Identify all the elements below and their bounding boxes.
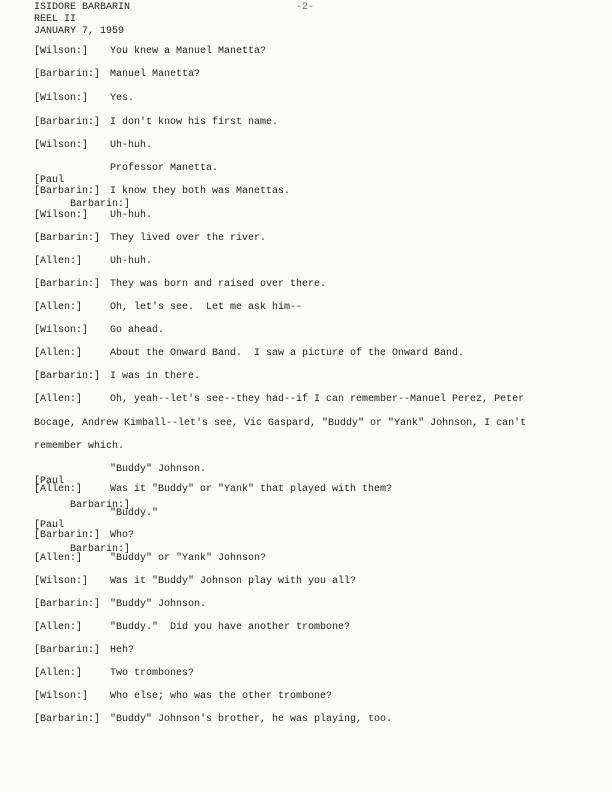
speech-text: Oh, let's see. Let me ask him-- — [110, 302, 303, 313]
speech-text: Was it "Buddy" or "Yank" that played with them? — [110, 484, 393, 495]
speaker-label: [Barbarin:] — [34, 714, 101, 725]
speaker-label: [Wilson:] — [34, 46, 89, 57]
speech-text: I know they both was Manettas. — [110, 186, 291, 197]
speaker-label: [Barbarin:] — [34, 233, 101, 244]
speech-text: "Buddy." Did you have another trombone? — [110, 622, 351, 633]
speaker-label: [Barbarin:] — [34, 645, 101, 656]
speech-text: Uh-huh. — [110, 140, 153, 151]
speech-text-continuation: Bocage, Andrew Kimball--let's see, Vic Gaspard, "Buddy" or "Yank" Johnson, I can't — [34, 418, 527, 429]
speaker-label-name: Barbarin:] — [70, 199, 131, 210]
speaker-label: [Barbarin:] — [34, 117, 101, 128]
header-reel: REEL II — [34, 14, 77, 25]
speech-text: Two trombones? — [110, 668, 195, 679]
speaker-label: [Allen:] — [34, 256, 83, 267]
speech-text: Manuel Manetta? — [110, 69, 201, 80]
speaker-label: [Barbarin:] — [34, 279, 101, 290]
speech-text: Who else; who was the other trombone? — [110, 691, 333, 702]
speech-text: Oh, yeah--let's see--they had--if I can remember--Manuel Perez, Peter — [110, 394, 525, 405]
speaker-label-prefix: [Paul — [34, 520, 65, 531]
speaker-label-name: Barbarin:] — [70, 544, 131, 555]
speech-text: "Buddy" Johnson. — [110, 599, 207, 610]
speaker-label: [Barbarin:] — [34, 599, 101, 610]
speaker-label: [Barbarin:] — [34, 186, 101, 197]
speech-text: Who? — [110, 530, 135, 541]
speaker-label-name: Barbarin:] — [70, 500, 131, 511]
speech-text: They lived over the river. — [110, 233, 267, 244]
speaker-label: [Wilson:] — [34, 576, 89, 587]
speech-text: "Buddy." — [110, 508, 159, 519]
speaker-label: [Wilson:] — [34, 140, 89, 151]
speaker-label: [Allen:] — [34, 622, 83, 633]
speaker-label: [Wilson:] — [34, 691, 89, 702]
speech-text: I was in there. — [110, 371, 201, 382]
header-date: JANUARY 7, 1959 — [34, 26, 125, 37]
speaker-label: [Allen:] — [34, 553, 83, 564]
speech-text: They was born and raised over there. — [110, 279, 327, 290]
speech-text-continuation: remember which. — [34, 441, 125, 452]
speaker-label: [Allen:] — [34, 302, 83, 313]
speech-text: Professor Manetta. — [110, 163, 219, 174]
header-name: ISIDORE BARBARIN — [34, 2, 131, 13]
speaker-label: [Barbarin:] — [34, 530, 101, 541]
page-number: -2- — [296, 2, 315, 13]
speaker-label-prefix: [Paul — [34, 476, 65, 487]
speaker-label: [Barbarin:] — [34, 371, 101, 382]
speaker-label: [Allen:] — [34, 668, 83, 679]
speaker-label: [Wilson:] — [34, 325, 89, 336]
speech-text: Was it "Buddy" Johnson play with you all? — [110, 576, 357, 587]
document-header — [34, 2, 130, 38]
speech-text: Yes. — [110, 93, 135, 104]
speaker-label-prefix: [Paul — [34, 175, 65, 186]
speech-text: Uh-huh. — [110, 256, 153, 267]
speaker-label: [Allen:] — [34, 348, 83, 359]
speaker-label: [Allen:] — [34, 394, 83, 405]
speech-text: Go ahead. — [110, 325, 165, 336]
speech-text: You knew a Manuel Manetta? — [110, 46, 267, 57]
speaker-label: [Wilson:] — [34, 93, 89, 104]
speech-text: Uh-huh. — [110, 210, 153, 221]
speech-text: "Buddy" Johnson's brother, he was playing, too. — [110, 714, 393, 725]
speaker-label: [Allen:] — [34, 484, 83, 495]
speaker-label: [Barbarin:] — [34, 69, 101, 80]
speech-text: I don't know his first name. — [110, 117, 279, 128]
speech-text: Heh? — [110, 645, 135, 656]
speech-text: "Buddy" or "Yank" Johnson? — [110, 553, 267, 564]
speech-text: About the Onward Band. I saw a picture of the Onward Band. — [110, 348, 465, 359]
speech-text: "Buddy" Johnson. — [110, 464, 207, 475]
speaker-label: [Wilson:] — [34, 210, 89, 221]
